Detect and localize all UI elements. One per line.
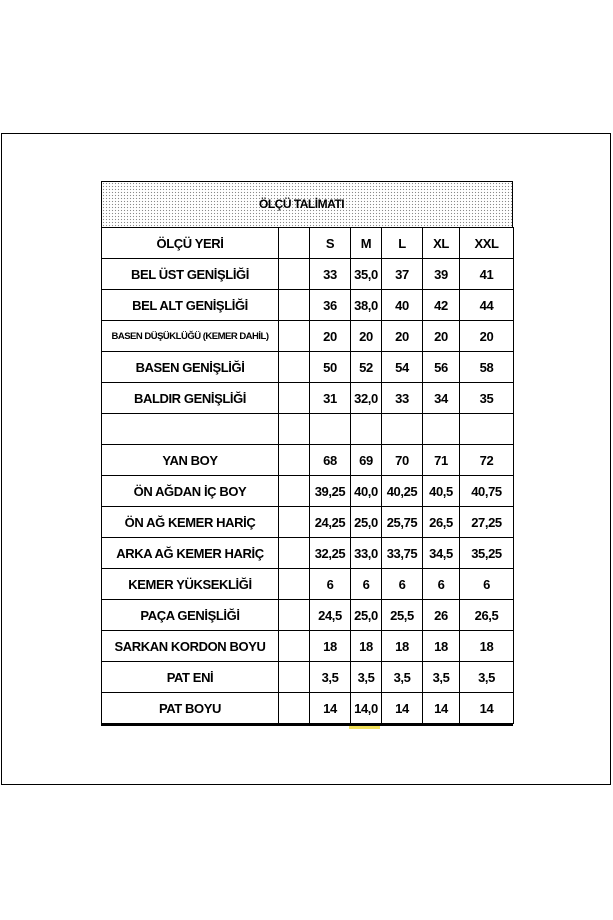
value-cell-xxl: 44 [460,290,514,321]
size-header-s: S [310,228,351,259]
value-cell-l: 18 [382,631,423,662]
value-cell-xxl: 20 [460,321,514,352]
value-cell-xl: 18 [423,631,460,662]
value-cell-s [310,414,351,445]
table-row [102,662,514,693]
value-cell-l: 37 [382,259,423,290]
spacer-cell [279,228,310,259]
table-row [102,569,514,600]
value-cell-m: 25,0 [351,507,382,538]
value-cell-xxl: 40,75 [460,476,514,507]
table-row [102,693,514,724]
value-cell-xl: 40,5 [423,476,460,507]
value-cell-xl: 14 [423,693,460,724]
spacer-cell [279,600,310,631]
value-cell-xxl: 27,25 [460,507,514,538]
value-cell-s: 24,25 [310,507,351,538]
value-cell-l: 14 [382,693,423,724]
measure-label [102,414,279,445]
value-cell-xl [423,414,460,445]
value-cell-m: 18 [351,631,382,662]
size-header-l: L [382,228,423,259]
spacer-cell [279,507,310,538]
value-cell-xxl: 41 [460,259,514,290]
measure-label: ÖN AĞ KEMER HARİÇ [102,507,279,538]
value-cell-m: 20 [351,321,382,352]
spacer-cell [279,662,310,693]
value-cell-xxl: 35,25 [460,538,514,569]
value-cell-s: 50 [310,352,351,383]
value-cell-xl: 56 [423,352,460,383]
value-cell-l: 40,25 [382,476,423,507]
value-cell-s: 3,5 [310,662,351,693]
value-cell-l: 70 [382,445,423,476]
value-cell-xl: 26,5 [423,507,460,538]
measure-label: SARKAN KORDON BOYU [102,631,279,662]
value-cell-s: 18 [310,631,351,662]
table-row [102,507,514,538]
table-row [102,414,514,445]
sheet-title: ÖLÇÜ TALİMATI [259,197,345,211]
measure-label: BEL ALT GENİŞLİĞİ [102,290,279,321]
value-cell-xl: 26 [423,600,460,631]
spacer-cell [279,259,310,290]
value-cell-xxl: 14 [460,693,514,724]
value-cell-xxl: 72 [460,445,514,476]
value-cell-xl: 20 [423,321,460,352]
value-cell-xxl: 18 [460,631,514,662]
table-row [102,383,514,414]
size-header-m: M [351,228,382,259]
value-cell-m: 25,0 [351,600,382,631]
value-cell-m: 3,5 [351,662,382,693]
table-row [102,259,514,290]
table-row [102,631,514,662]
measure-label: BEL ÜST GENİŞLİĞİ [102,259,279,290]
value-cell-s: 39,25 [310,476,351,507]
value-cell-s: 14 [310,693,351,724]
spacer-cell [279,538,310,569]
value-cell-s: 36 [310,290,351,321]
value-cell-m: 6 [351,569,382,600]
value-cell-xxl: 35 [460,383,514,414]
table-row [102,538,514,569]
selected-cell-marker [349,726,380,729]
value-cell-l: 3,5 [382,662,423,693]
size-chart-sheet [101,181,513,724]
value-cell-l: 20 [382,321,423,352]
value-cell-l: 33 [382,383,423,414]
value-cell-l [382,414,423,445]
value-cell-m: 69 [351,445,382,476]
value-cell-s: 32,25 [310,538,351,569]
spacer-cell [279,290,310,321]
value-cell-s: 24,5 [310,600,351,631]
value-cell-xl: 3,5 [423,662,460,693]
value-cell-xl: 34 [423,383,460,414]
measure-place-header: ÖLÇÜ YERİ [102,228,279,259]
spacer-cell [279,321,310,352]
table-row [102,290,514,321]
value-cell-s: 6 [310,569,351,600]
value-cell-m: 52 [351,352,382,383]
measure-label: PAT ENİ [102,662,279,693]
measure-label: ARKA AĞ KEMER HARİÇ [102,538,279,569]
size-header-xl: XL [423,228,460,259]
table-row [102,600,514,631]
value-cell-m: 35,0 [351,259,382,290]
value-cell-l: 25,75 [382,507,423,538]
value-cell-m: 32,0 [351,383,382,414]
value-cell-xxl: 3,5 [460,662,514,693]
measure-label: BASEN DÜŞÜKLÜĞÜ (KEMER DAHİL) [102,321,279,352]
table-row [102,476,514,507]
value-cell-xxl: 6 [460,569,514,600]
measure-label: BASEN GENİŞLİĞİ [102,352,279,383]
value-cell-l: 25,5 [382,600,423,631]
value-cell-s: 33 [310,259,351,290]
value-cell-l: 40 [382,290,423,321]
value-cell-l: 54 [382,352,423,383]
measure-label: KEMER YÜKSEKLİĞİ [102,569,279,600]
value-cell-m: 40,0 [351,476,382,507]
value-cell-l: 6 [382,569,423,600]
measure-label: PAT BOYU [102,693,279,724]
measure-label: YAN BOY [102,445,279,476]
table-row [102,321,514,352]
value-cell-xl: 42 [423,290,460,321]
measure-label: BALDIR GENİŞLİĞİ [102,383,279,414]
value-cell-xl: 39 [423,259,460,290]
spacer-cell [279,414,310,445]
spacer-cell [279,445,310,476]
measure-label: ÖN AĞDAN İÇ BOY [102,476,279,507]
header-row [102,228,514,259]
spacer-cell [279,352,310,383]
value-cell-m: 33,0 [351,538,382,569]
table-row [102,352,514,383]
value-cell-xxl: 26,5 [460,600,514,631]
table-row [102,445,514,476]
value-cell-m [351,414,382,445]
measure-label: PAÇA GENİŞLİĞİ [102,600,279,631]
spacer-cell [279,476,310,507]
value-cell-xl: 71 [423,445,460,476]
spacer-cell [279,569,310,600]
value-cell-s: 20 [310,321,351,352]
spacer-cell [279,693,310,724]
spacer-cell [279,383,310,414]
value-cell-m: 38,0 [351,290,382,321]
value-cell-s: 68 [310,445,351,476]
table-bottom-border [101,724,513,726]
size-table [101,227,514,724]
spacer-cell [279,631,310,662]
value-cell-m: 14,0 [351,693,382,724]
size-header-xxl: XXL [460,228,514,259]
value-cell-xxl [460,414,514,445]
value-cell-l: 33,75 [382,538,423,569]
value-cell-s: 31 [310,383,351,414]
value-cell-xl: 6 [423,569,460,600]
title-row [101,181,513,227]
value-cell-xl: 34,5 [423,538,460,569]
value-cell-xxl: 58 [460,352,514,383]
